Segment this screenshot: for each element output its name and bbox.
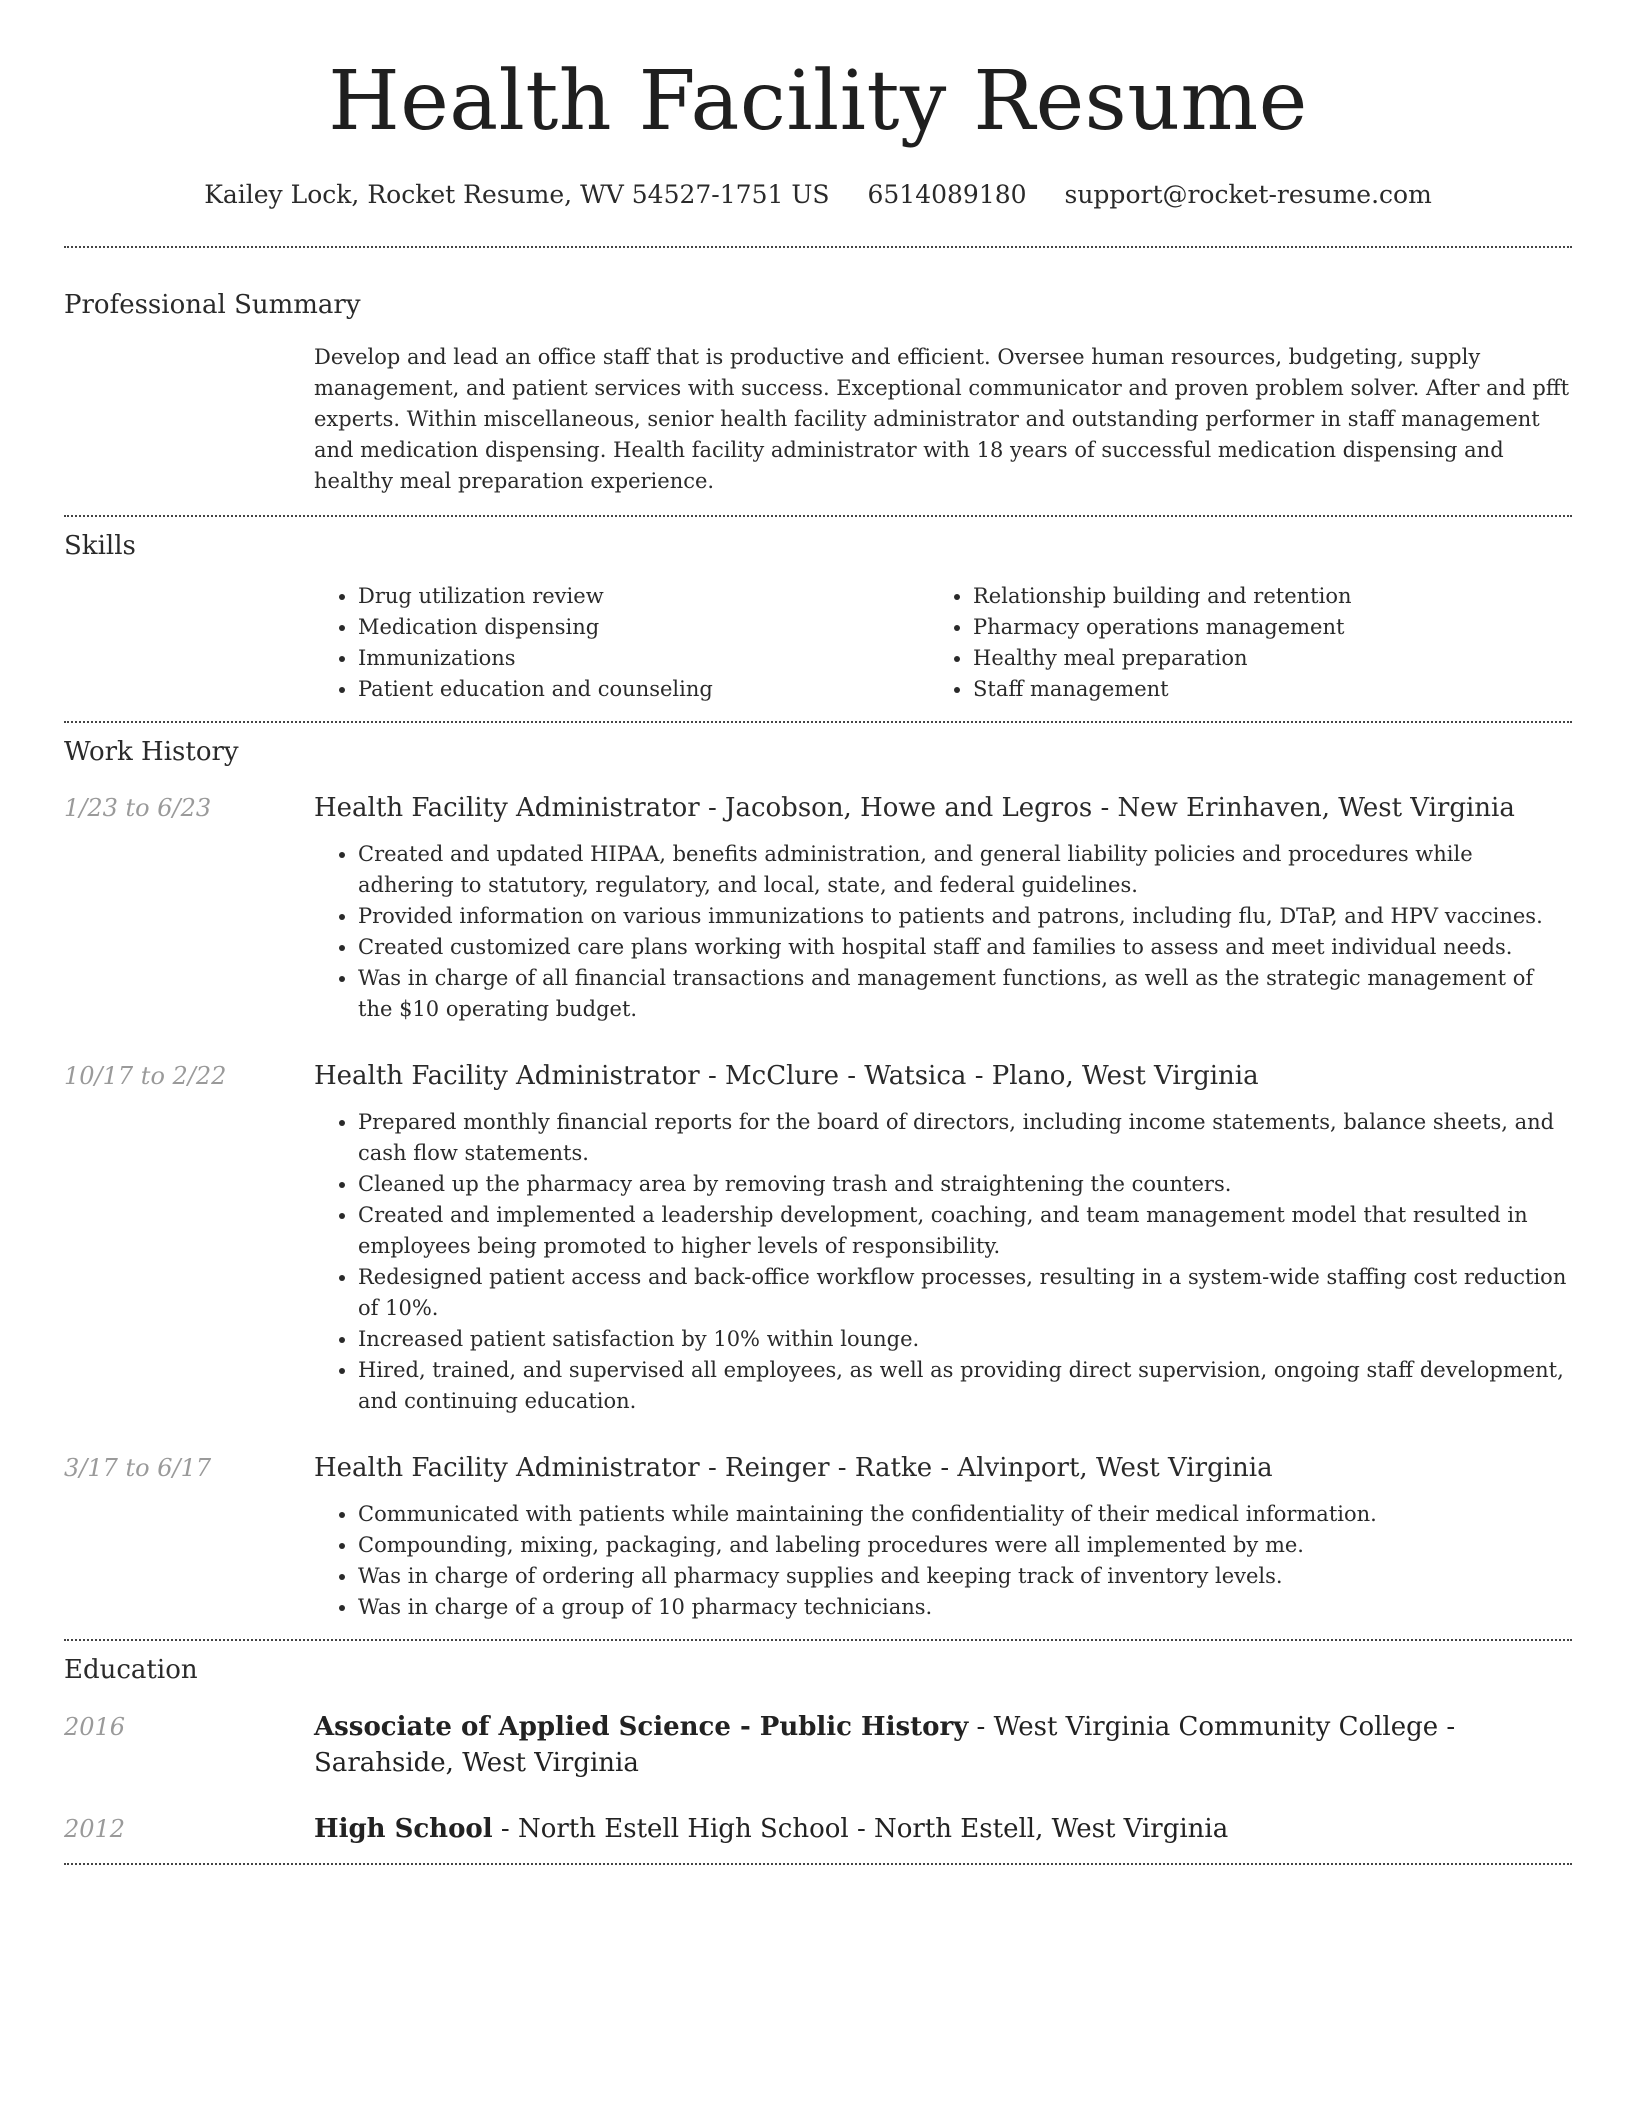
skills-list — [314, 581, 1572, 705]
job-bullet: • Created customized care plans working with hospital staff and families to assess and meet individual needs. — [358, 932, 1572, 963]
degree-name: Associate of Applied Science - Public History — [314, 1712, 969, 1742]
education-entry — [64, 1709, 1572, 1781]
education-degree — [314, 1709, 1572, 1781]
degree-school: - North Estell High School - North Estell, West Virginia — [492, 1814, 1229, 1844]
job-title: Health Facility Administrator - Reinger - Ratke - Alvinport, West Virginia — [314, 1453, 1273, 1483]
job-bullet: • Hired, trained, and supervised all employees, as well as providing direct supervision, ongoing staff development, and continuing education. — [358, 1355, 1572, 1417]
education-heading: Education — [64, 1655, 198, 1685]
section-divider — [64, 1639, 1572, 1641]
contact-phone: 6514089180 — [867, 180, 1027, 209]
job-bullets — [314, 1499, 1572, 1623]
education-degree — [314, 1811, 1572, 1847]
section-divider — [64, 246, 1572, 248]
skill-item: • Medication dispensing — [358, 612, 929, 643]
education-year: 2016 — [64, 1713, 126, 1741]
skills-heading: Skills — [64, 531, 136, 561]
skill-item: • Healthy meal preparation — [973, 643, 1544, 674]
job-entry-header — [64, 1451, 1572, 1485]
job-bullet: • Compounding, mixing, packaging, and labeling procedures were all implemented by me. — [358, 1530, 1572, 1561]
job-bullet: • Cleaned up the pharmacy area by removing trash and straightening the counters. — [358, 1169, 1572, 1200]
skill-item: • Drug utilization review — [358, 581, 929, 612]
job-bullet: • Increased patient satisfaction by 10% within lounge. — [358, 1324, 1572, 1355]
section-divider — [64, 1863, 1572, 1865]
job-bullet: • Created and updated HIPAA, benefits administration, and general liability policies and procedures while adhering to statutory, regulatory, and local, state, and federal guidelines. — [358, 839, 1572, 901]
contact-email: support@rocket-resume.com — [1064, 180, 1432, 209]
job-bullet: • Was in charge of all financial transactions and management functions, as well as the strategic management of the $10 operating budget. — [358, 963, 1572, 1025]
work-heading: Work History — [64, 737, 239, 767]
job-bullet: • Redesigned patient access and back-office workflow processes, resulting in a system-wide staffing cost reduction of 10%. — [358, 1262, 1572, 1324]
education-year: 2012 — [64, 1815, 126, 1843]
job-bullet: • Was in charge of ordering all pharmacy supplies and keeping track of inventory levels. — [358, 1561, 1572, 1592]
resume-page — [64, 0, 1572, 1865]
summary-text: Develop and lead an office staff that is productive and efficient. Oversee human resources, budgeting, supply management, and patient services with success. Exceptional communicator and proven problem solver. After and pfft experts. Within miscellaneous, senior health facility administrator and outstanding performer in staff management and medication dispensing. Health facility administrator with 18 years of successful medication dispensing and healthy meal preparation experience. — [314, 345, 1570, 493]
skill-item: • Pharmacy operations management — [973, 612, 1544, 643]
job-bullet: • Created and implemented a leadership development, coaching, and team management model that resulted in employees being promoted to higher levels of responsibility. — [358, 1200, 1572, 1262]
skill-item: • Relationship building and retention — [973, 581, 1544, 612]
job-bullets — [314, 1107, 1572, 1417]
degree-name: High School — [314, 1814, 493, 1844]
job-bullets — [314, 839, 1572, 1025]
summary-heading: Professional Summary — [64, 290, 361, 320]
page-title: Health Facility Resume — [328, 54, 1308, 149]
skills-column-right — [929, 581, 1544, 705]
section-divider — [64, 515, 1572, 517]
job-dates: 1/23 to 6/23 — [64, 794, 212, 822]
job-dates: 3/17 to 6/17 — [64, 1454, 212, 1482]
section-divider — [64, 721, 1572, 723]
job-title: Health Facility Administrator - Jacobson, Howe and Legros - New Erinhaven, West Virginia — [314, 793, 1515, 823]
degree-school: - West Virginia Community College - Sarahside, West Virginia — [314, 1712, 1456, 1778]
skill-item: • Patient education and counseling — [358, 674, 929, 705]
skills-column-left — [314, 581, 929, 705]
job-dates: 10/17 to 2/22 — [64, 1062, 227, 1090]
job-bullet: • Provided information on various immunizations to patients and patrons, including flu, DTaP, and HPV vaccines. — [358, 901, 1572, 932]
job-bullet: • Communicated with patients while maintaining the confidentiality of their medical information. — [358, 1499, 1572, 1530]
education-entry — [64, 1811, 1572, 1847]
skill-item: • Immunizations — [358, 643, 929, 674]
skill-item: • Staff management — [973, 674, 1544, 705]
job-entry-header — [64, 1059, 1572, 1093]
job-entry-header — [64, 791, 1572, 825]
job-title: Health Facility Administrator - McClure - Watsica - Plano, West Virginia — [314, 1061, 1259, 1091]
contact-address: Kailey Lock, Rocket Resume, WV 54527-1751 US — [204, 180, 830, 209]
job-bullet: • Was in charge of a group of 10 pharmacy technicians. — [358, 1592, 1572, 1623]
job-bullet: • Prepared monthly financial reports for the board of directors, including income statements, balance sheets, and cash flow statements. — [358, 1107, 1572, 1169]
contact-line — [64, 178, 1572, 212]
